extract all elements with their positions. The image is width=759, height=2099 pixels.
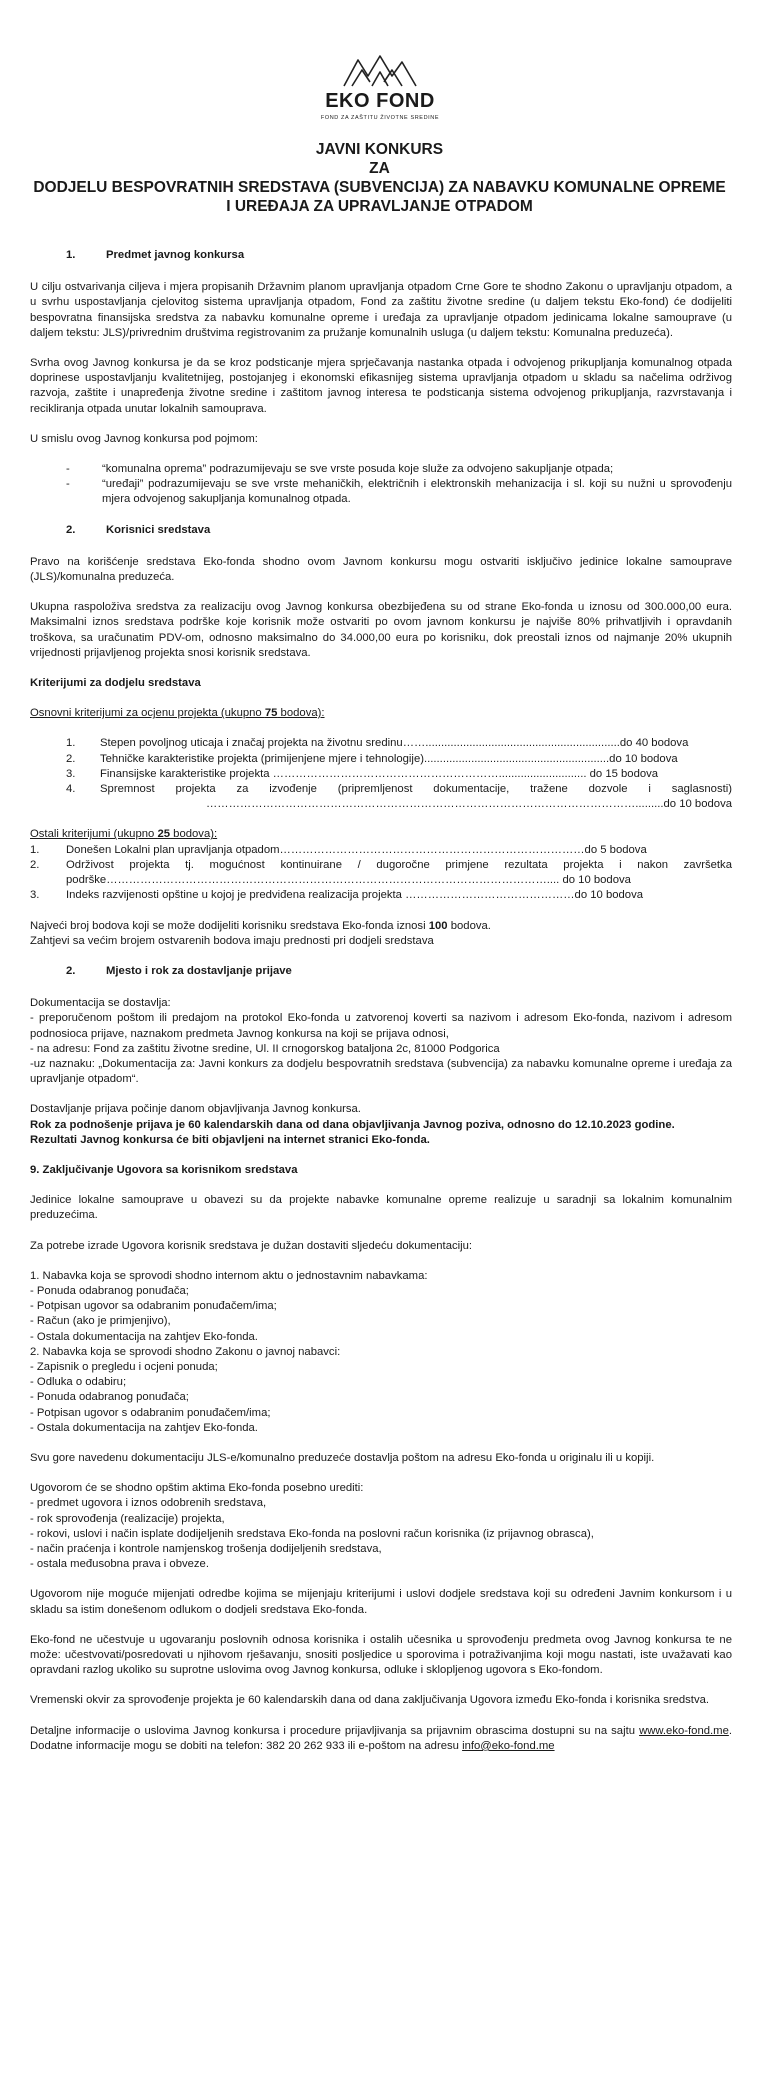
- criteria-item: 1. Donešen Lokalni plan upravljanja otpadom………………………………………………………………………do 5 bodova: [30, 843, 647, 856]
- deadline-text: Rok za podnošenje prijava je 60 kalendarskih dana od dana objavljivanja Javnog poziva, odnosno do 12.10.2023 godine.: [30, 1118, 675, 1131]
- paragraph: Ugovorom nije moguće mijenjati odredbe kojima se mijenjaju kriterijumi i uslovi dodjele sredstava koji su određeni Javnim konkursom i u skladu sa istim donešenom odlukom o dodjeli sredstava Eko-fonda.: [30, 1588, 732, 1616]
- logo-name: EKO FOND: [325, 90, 435, 112]
- website-link[interactable]: www.eko-fond.me: [639, 1724, 729, 1737]
- priority-note: Zahtjevi sa većim brojem ostvarenih bodova imaju prednosti pri dodjeli sredstava: [30, 934, 434, 947]
- section-title: Predmet javnog konkursa: [106, 249, 245, 261]
- paragraph: Svrha ovog Javnog konkursa je da se kroz podsticanje mjera sprječavanja nastanka otpada i odvojenog prikupljanja komunalnog otpada doprinese uspostavljanju kvalitetnijeg, postojanjeg i ekonomski efikasnijeg sistema upravljanja otpadom u skladu sa načelima održivog razvoja, zaštite i unapređenja životne sredine i zaštitom javnog interesa te podsticanja sistema odvojenog prikupljanja, razvrstavanja i recikliranja otpada unutar lokalnih samouprava.: [30, 357, 732, 415]
- criteria-item: 2. Tehničke karakteristike projekta (primijenjene mjere i tehnologije)...........................................................do 10 bodova: [66, 752, 678, 765]
- basic-criteria-list: [30, 736, 732, 812]
- list-item: - “uređaji” podrazumijevaju se sve vrste mehaničkih, električnih i elektronskih mehanizacija i sl. koji su nužni u sprovođenju mjera odvojenog sakupljanja komunalnog otpada.: [66, 478, 732, 506]
- paragraph: Pravo na korišćenje sredstava Eko-fonda shodno ovom Javnom konkursu mogu ostvariti isključivo jedinice lokalne samouprave (JLS)/komunalna preduzeća.: [30, 555, 732, 584]
- section-number: 1.: [66, 249, 76, 261]
- list-item: - Potpisan ugovor sa odabranim ponuđačem/ima;: [30, 1300, 277, 1313]
- max-points-text: Najveći broj bodova koji se može dodijeliti korisniku sredstava Eko-fonda iznosi 100 bodova.: [30, 919, 491, 932]
- contact-paragraph: Detaljne informacije o uslovima Javnog konkursa i procedure prijavljivanja sa prijavnim obrascima dostupni su na sajtu www.eko-fond.me. Dodatne informacije mogu se dobiti na telefon: 382 20 262 933 ili e-poštom na adresu info@eko-fond.me: [30, 1724, 732, 1752]
- paragraph: U cilju ostvarivanja ciljeva i mjera propisanih Državnim planom upravljanja otpadom Crne Gore te shodno Zakonu o upravljanju otpadom, a u svrhu uspostavljanja cjelovitog sistema upravljanja otpadom, Fond za zaštitu životne sredine (u daljem tekstu Eko-fond) će dodijeliti bespovratna finansijska sredstva za nabavku komunalne opreme i uređaja za upravljanje otpadom jedinicama lokalne samouprave (u daljem tekstu: JLS)/privrednim društvima registrovanim za pružanje komunalnih usluga (u daljem tekstu: Komunalna preduzeća).: [30, 281, 732, 339]
- criteria-item: 1. Stepen povoljnog uticaja i značaj projekta na životnu sredinu……..............................................................do 40 bodova: [66, 737, 689, 750]
- paragraph: Dokumentacija se dostavlja:: [30, 997, 171, 1010]
- list-item: - Zapisnik o pregledu i ocjeni ponuda;: [30, 1360, 218, 1373]
- list-item: - Potpisan ugovor s odabranim ponuđačem/ima;: [30, 1406, 271, 1419]
- contract-terms-list: [30, 1496, 732, 1572]
- list-item: - rok sprovođenja (realizacije) projekta,: [30, 1512, 225, 1525]
- list-item: - Ostala dokumentacija na zahtjev Eko-fonda.: [30, 1330, 258, 1343]
- paragraph: Eko-fond ne učestvuje u ugovaranju poslovnih odnosa korisnika i ostalih učesnika u sprovođenju predmeta ovog Javnog konkursa te ne može: učestvovati/posredovati u njihovom rješavanju, snositi posljedice u sporovima i potraživanjima koji mogu nastati, iste uvažavati kao opravdani razlog ukoliko su suprotne uslovima ovog Javnog konkursa, odluke i skloplјenog ugovora s Eko-fondom.: [30, 1633, 732, 1677]
- section-1-heading: [30, 248, 732, 263]
- paragraph: Ukupna raspoloživa sredstva za realizaciju ovog Javnog konkursa obezbijeđena su od strane Eko-fonda u iznosu od 300.000,00 eura. Maksimalni iznos sredstava podrške koje korisnik može ostvariti po ovom javnom konkursu je najviše 80% prihvatljivih i opravdanih troškova, sa uračunatim PDV-om, odnosno maksimalno do 34.000,00 eura po korisniku, dok preostali iznos od najmanje 20% ukupnih vrijednosti prijavljenog projekta snosi korisnik sredstava.: [30, 601, 732, 659]
- list-item: - Račun (ako je primjenjivo),: [30, 1315, 171, 1328]
- logo-tagline: FOND ZA ZAŠTITU ŽIVOTNE SREDINE: [320, 115, 440, 121]
- list-item: - predmet ugovora i iznos odobrenih sredstava,: [30, 1497, 267, 1510]
- section-9-heading: 9. Zaključivanje Ugovora sa korisnikom sredstava: [30, 1163, 298, 1176]
- other-criteria-heading: Ostali kriterijumi (ukupno 25 bodova):: [30, 828, 218, 841]
- document-body: [30, 248, 732, 1754]
- section-number: 2.: [66, 523, 76, 536]
- list-item: - način praćenja i kontrole namjenskog trošenja dodijeljenih sredstava,: [30, 1543, 382, 1555]
- list-item: - rokovi, uslovi i način isplate dodijeljenih sredstava Eko-fonda na poslovni račun korisnika (iz prijavnog obrasca),: [30, 1527, 594, 1540]
- criteria-item: 3. Indeks razvijenosti opštine u kojoj je predviđena realizacija projekta ………………………………………do 10 bodova: [30, 889, 644, 902]
- email-link[interactable]: info@eko-fond.me: [462, 1739, 555, 1752]
- title-line-3: DODJELU BESPOVRATNIH SREDSTAVA (SUBVENCIJA) ZA NABAVKU KOMUNALNE OPREME: [33, 179, 726, 196]
- section-3-heading: [30, 964, 732, 979]
- eko-fond-logo: [300, 52, 460, 121]
- list-item: - ostala međusobna prava i obveze.: [30, 1558, 209, 1571]
- paragraph: - na adresu: Fond za zaštitu životne sredine, Ul. II crnogorskog bataljona 2c, 81000 Podgorica: [30, 1042, 500, 1055]
- results-text: Rezultati Javnog konkursa će biti objavljeni na internet stranici Eko-fonda.: [30, 1133, 430, 1146]
- paragraph: Jedinice lokalne samouprave u obavezi su da projekte nabavke komunalne opreme realizuje u saradnji sa lokalnim komunalnim preduzećima.: [30, 1194, 732, 1222]
- criteria-item: 3. Finansijske karakteristike projekta ……………………………………………………............................ do 15 bodova: [66, 767, 659, 780]
- paragraph: Ugovorom će se shodno opštim aktima Eko-fonda posebno urediti:: [30, 1482, 364, 1495]
- section-number: 2.: [66, 964, 76, 977]
- list-item: - “komunalna oprema” podrazumijevaju se sve vrste posuda koje služe za odvojeno sakupljanje otpada;: [66, 463, 614, 476]
- paragraph: - preporučenom poštom ili predajom na protokol Eko-fonda u zatvorenoj koverti sa nazivom i adresom Eko-fonda, nazivom i adresom podnosioca prijave, naznakom predmeta Javnog konkursa na koji se prijava odnosi,: [30, 1012, 732, 1040]
- list-item: 2. Nabavka koja se sprovodi shodno Zakonu o javnoj nabavci:: [30, 1345, 341, 1358]
- other-criteria-list: [30, 843, 732, 904]
- mountain-logo-icon: [340, 52, 420, 88]
- list-item: - Ponuda odabranog ponuđača;: [30, 1284, 189, 1297]
- paragraph: U smislu ovog Javnog konkursa pod pojmom:: [30, 432, 258, 445]
- criteria-item: 4. Spremnost projekta za izvođenje (pripremljenost dokumentacije, tražene dozvole i saglasnosti) …………………………………………………………………………………………………….........do 10 bodova: [66, 783, 732, 811]
- list-item: - Odluka o odabiru;: [30, 1376, 127, 1389]
- paragraph: Svu gore navedenu dokumentaciju JLS-e/komunalno preduzeće dostavlja poštom na adresu Eko-fonda u originalu ili u kopiji.: [30, 1451, 655, 1464]
- title-line-1: JAVNI KONKURS: [315, 141, 444, 158]
- list-item: 1. Nabavka koja se sprovodi shodno internom aktu o jednostavnim nabavkama:: [30, 1269, 428, 1282]
- title-line-4: I UREĐAJA ZA UPRAVLJANJE OTPADOM: [226, 198, 533, 215]
- title-line-2: ZA: [369, 160, 390, 177]
- criteria-heading: Kriterijumi za dodjelu sredstava: [30, 677, 201, 690]
- section-title: Mjesto i rok za dostavljanje prijave: [106, 964, 292, 977]
- section-2-heading: [30, 523, 732, 538]
- list-item: - Ostala dokumentacija na zahtjev Eko-fonda.: [30, 1421, 258, 1434]
- list-item: - Ponuda odabranog ponuđača;: [30, 1391, 189, 1404]
- section-title: Korisnici sredstava: [106, 523, 211, 536]
- document-title: [20, 140, 739, 216]
- basic-criteria-heading: Osnovni kriterijumi za ocjenu projekta (ukupno 75 bodova):: [30, 707, 325, 720]
- paragraph: -uz naznaku: „Dokumentacija za: Javni konkurs za dodjelu bespovratnih sredstava (subvencija) za nabavku komunalne opreme i uređaja za upravljanje otpadom“.: [30, 1057, 732, 1086]
- paragraph: Za potrebe izrade Ugovora korisnik sredstava je dužan dostaviti sljedeću dokumentaciju:: [30, 1239, 473, 1252]
- documentation-list: [30, 1269, 732, 1436]
- paragraph: Vremenski okvir za sprovođenje projekta je 60 kalendarskih dana od dana zaključivanja Ugovora između Eko-fonda i korisnika sredstva.: [30, 1694, 710, 1707]
- criteria-item: 2. Održivost projekta tj. mogućnost kontinuirane / dugoročne primjene rezultata projekta i nakon završetka podrške……………………………………………………………………………………………………….... do 10 bodova: [30, 858, 732, 887]
- paragraph: Dostavljanje prijava počinje danom objavljivanja Javnog konkursa.: [30, 1103, 361, 1116]
